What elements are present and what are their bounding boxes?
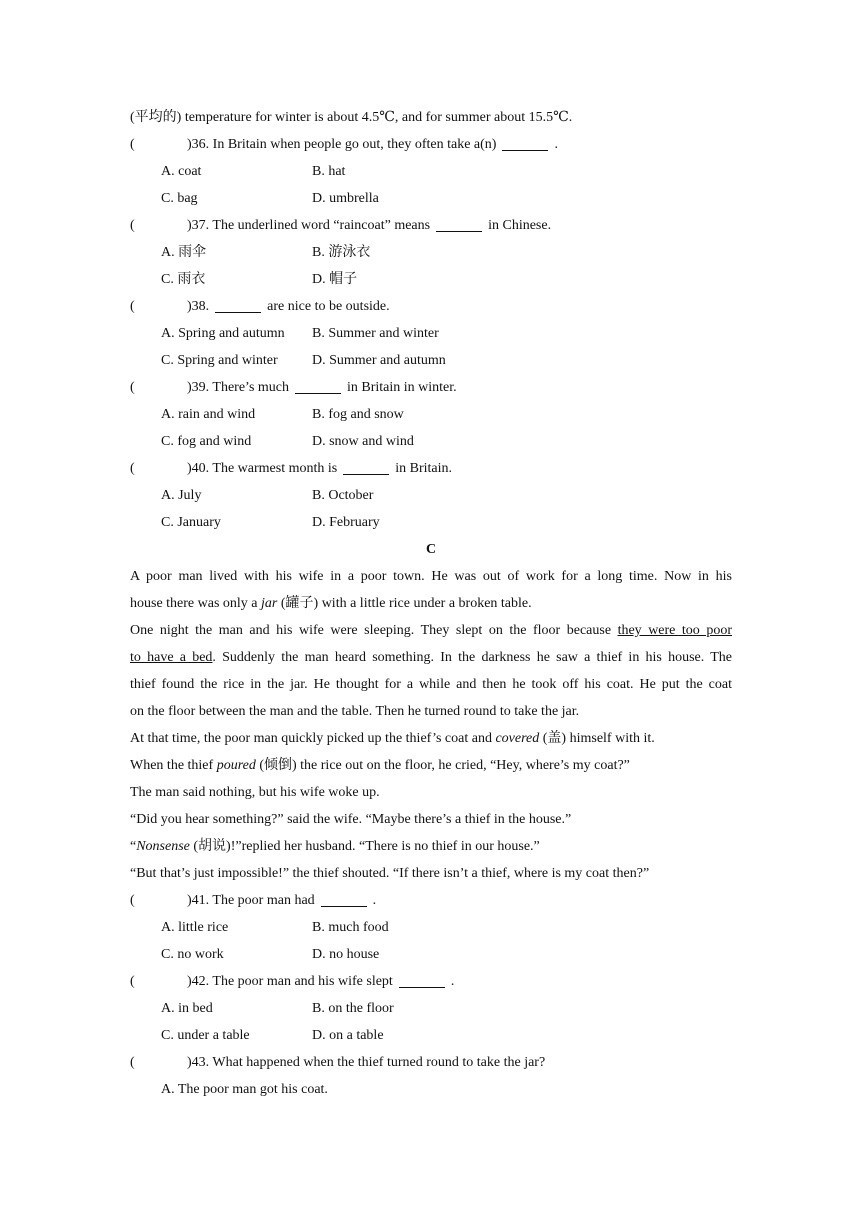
passage-line: The man said nothing, but his wife woke up. — [130, 785, 380, 800]
question-stem: )38. — [187, 299, 210, 314]
options-row — [130, 1076, 732, 1103]
options-row — [130, 428, 732, 455]
answer-blank — [215, 295, 261, 313]
passage-line: “Nonsense (胡说)!”replied her husband. “There is no thief in our house.” — [130, 839, 540, 854]
answer-paren[interactable]: ( — [130, 974, 135, 989]
question-42: ( )42. The poor man and his wife slept . — [130, 968, 732, 995]
options-row — [130, 914, 732, 941]
options-row — [130, 158, 732, 185]
question-37: ( )37. The underlined word “raincoat” means in Chinese. — [130, 212, 732, 239]
answer-blank — [502, 133, 548, 151]
answer-paren[interactable]: ( — [130, 137, 135, 152]
option[interactable]: B. on the floor — [312, 1001, 394, 1016]
option[interactable]: D. on a table — [312, 1028, 384, 1043]
question-40: ( )40. The warmest month is in Britain. — [130, 455, 732, 482]
passage-line: to have a bed. Suddenly the man heard something. In the darkness he saw a thief in his house. The — [130, 650, 733, 665]
passage-line: At that time, the poor man quickly picked up the thief’s coat and covered (盖) himself with it. — [130, 731, 655, 746]
option[interactable]: B. October — [312, 488, 374, 503]
passage-line: house there was only a jar (罐子) with a little rice under a broken table. — [130, 596, 532, 611]
options-row — [130, 995, 732, 1022]
answer-blank — [343, 457, 389, 475]
underlined-text: to have a bed — [130, 650, 213, 665]
question-38: ( )38. are nice to be outside. — [130, 293, 732, 320]
answer-paren[interactable]: ( — [130, 218, 135, 233]
options-row — [130, 482, 732, 509]
passage-line: thief found the rice in the jar. He thought for a while and then he took off his coat. He put the coat — [130, 677, 732, 692]
options-row — [130, 320, 732, 347]
answer-blank — [295, 376, 341, 394]
passage-line: When the thief poured (倾倒) the rice out on the floor, he cried, “Hey, where’s my coat?” — [130, 758, 630, 773]
question-stem: )42. The poor man and his wife slept — [187, 974, 393, 989]
answer-paren[interactable]: ( — [130, 1055, 135, 1070]
worksheet-page — [130, 104, 732, 1103]
option[interactable]: C. fog and wind — [161, 434, 252, 449]
option[interactable]: C. under a table — [161, 1028, 250, 1043]
answer-paren[interactable]: ( — [130, 461, 135, 476]
intro-line: (平均的) temperature for winter is about 4.5℃, and for summer about 15.5℃. — [130, 110, 573, 125]
question-stem: )41. The poor man had — [187, 893, 315, 908]
answer-paren[interactable]: ( — [130, 893, 135, 908]
passage-line: One night the man and his wife were sleeping. They slept on the floor because they were too poor — [130, 623, 732, 638]
option[interactable]: C. January — [161, 515, 221, 530]
option[interactable]: C. no work — [161, 947, 224, 962]
question-41: ( )41. The poor man had . — [130, 887, 732, 914]
option[interactable]: D. snow and wind — [312, 434, 414, 449]
option[interactable]: C. Spring and winter — [161, 353, 278, 368]
options-row — [130, 509, 732, 536]
question-stem: )37. The underlined word “raincoat” means — [187, 218, 431, 233]
underlined-text: they were too poor — [617, 623, 732, 638]
option[interactable]: A. coat — [161, 164, 202, 179]
answer-paren[interactable]: ( — [130, 299, 135, 314]
options-row — [130, 401, 732, 428]
question-36: ( )36. In Britain when people go out, they often take a(n) . — [130, 131, 732, 158]
answer-blank — [436, 214, 482, 232]
answer-blank — [321, 889, 367, 907]
option[interactable]: B. Summer and winter — [312, 326, 439, 341]
options-row — [130, 266, 732, 293]
option[interactable]: D. umbrella — [312, 191, 379, 206]
option[interactable]: A. July — [161, 488, 202, 503]
option[interactable]: D. Summer and autumn — [312, 353, 446, 368]
answer-blank — [399, 970, 445, 988]
passage-line: on the floor between the man and the table. Then he turned round to take the jar. — [130, 704, 580, 719]
option[interactable]: D. no house — [312, 947, 380, 962]
passage-line: A poor man lived with his wife in a poor town. He was out of work for a long time. Now in his — [130, 569, 732, 584]
option[interactable]: B. 游泳衣 — [312, 245, 371, 260]
answer-paren[interactable]: ( — [130, 380, 135, 395]
option[interactable]: A. 雨伞 — [161, 245, 207, 260]
option[interactable]: B. much food — [312, 920, 389, 935]
options-row — [130, 1022, 732, 1049]
question-39: ( )39. There’s much in Britain in winter. — [130, 374, 732, 401]
passage-line: “But that’s just impossible!” the thief shouted. “If there isn’t a thief, where is my coat then?” — [130, 866, 650, 881]
option[interactable]: B. fog and snow — [312, 407, 404, 422]
options-row — [130, 941, 732, 968]
option[interactable]: A. The poor man got his coat. — [161, 1082, 328, 1097]
option[interactable]: A. in bed — [161, 1001, 213, 1016]
question-stem: )36. In Britain when people go out, they often take a(n) — [187, 137, 497, 152]
option[interactable]: A. Spring and autumn — [161, 326, 285, 341]
option[interactable]: C. bag — [161, 191, 198, 206]
options-row — [130, 239, 732, 266]
option[interactable]: A. rain and wind — [161, 407, 256, 422]
option[interactable]: B. hat — [312, 164, 346, 179]
question-stem: )43. What happened when the thief turned round to take the jar? — [187, 1055, 546, 1070]
option[interactable]: A. little rice — [161, 920, 229, 935]
section-heading: C — [425, 542, 437, 557]
options-row — [130, 185, 732, 212]
question-stem: )40. The warmest month is — [187, 461, 338, 476]
option[interactable]: D. 帽子 — [312, 272, 358, 287]
options-row — [130, 347, 732, 374]
passage-line: “Did you hear something?” said the wife. “Maybe there’s a thief in the house.” — [130, 812, 572, 827]
question-stem: )39. There’s much — [187, 380, 289, 395]
option[interactable]: C. 雨衣 — [161, 272, 206, 287]
question-43 — [130, 1049, 732, 1076]
option[interactable]: D. February — [312, 515, 380, 530]
